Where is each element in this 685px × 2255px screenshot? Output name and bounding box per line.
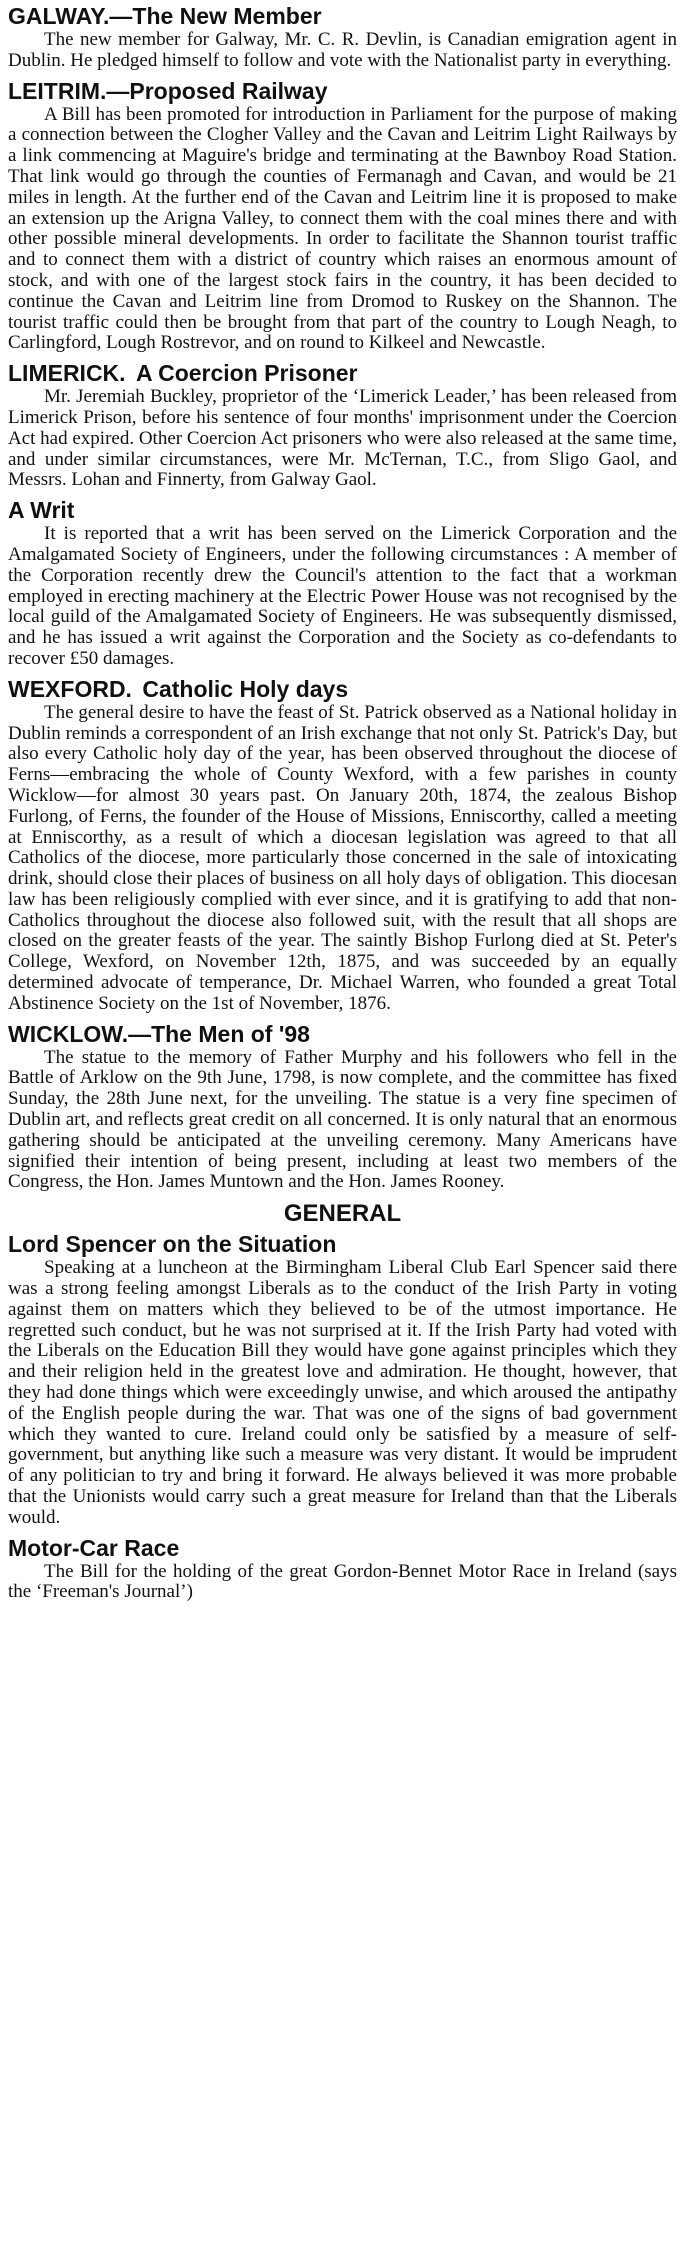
article-galway [8, 3, 677, 72]
article-wexford [8, 676, 677, 1015]
article-body: A Bill has been promoted for introduction in Parliament for the purpose of making a connection between the Clogher Valley and the Cavan and Leitrim Light Railways by a link commencing at Maguire's bridge and terminating at the Bawnboy Road Station. That link would go through the counties of Fermanagh and Cavan, and would be 21 miles in length. At the further end of the Cavan and Leitrim line it is proposed to make an extension up the Arigna Valley, to connect them with the coal mines there and with other possible mineral developments. In order to facilitate the Shannon tourist traffic and to connect them with a district of country which raises an enormous amount of stock, and with one of the largest stock fairs in the country, it has been decided to continue the Cavan and Leitrim line from Dromod to Ruskey on the Shannon. The tourist traffic could then be brought from that part of the country to Lough Neagh, to Carlingford, Lough Rostrevor, and on round to Kilkeel and Newcastle. [8, 103, 677, 354]
article-lord-spencer [8, 1231, 677, 1528]
article-body: The statue to the memory of Father Murphy and his followers who fell in the Battle of Arklow on the 9th June, 1798, is now complete, and the committee has fixed Sunday, the 28th June next, for the unveiling. The statue is a very fine specimen of Dublin art, and reflects great credit on all concerned. It is only natural that an enormous gathering should be anticipated at the unveiling ceremony. Many Americans have signified their intention of being present, including at least two members of the Congress, the Hon. James Muntown and the Hon. James Rooney. [8, 1046, 677, 1193]
article-leitrim [8, 78, 677, 355]
article-body: The new member for Galway, Mr. C. R. Devlin, is Canadian emigration agent in Dublin. He pledged himself to follow and vote with the Nationalist party in everything. [8, 29, 677, 71]
article-body: The Bill for the holding of the great Gordon-Bennet Motor Race in Ireland (says the ‘Freeman's Journal’) [8, 1560, 677, 1603]
article-heading-place: WEXFORD. [8, 675, 132, 702]
article-body: The general desire to have the feast of St. Patrick observed as a National holiday in Dublin reminds a correspondent of an Irish exchange that not only St. Patrick's Day, but also every Catholic holy day of the year, has been observed throughout the diocese of Ferns—embracing the whole of County Wexford, with a few parishes in county Wicklow—for almost 30 years past. On January 20th, 1874, the zealous Bishop Furlong, of Ferns, the founder of the House of Missions, Enniscorthy, called a meeting at Enniscorthy, as a result of which a diocesan legislation was agreed to that all Catholics of the diocese, more particularly those concerned in the sale of intoxicating drink, should close their places of business on all holy days of obligation. This diocesan law has been religiously complied with ever since, and it is gratifying to add that non-Catholics throughout the diocese also followed suit, with the result that all shops are closed on the greater feasts of the year. The saintly Bishop Furlong died at St. Peter's College, Wexford, on November 12th, 1875, and was succeeded by an equally determined advocate of temperance, Dr. Michael Warren, who founded a great Total Abstinence Society on the 1st of November, 1876. [8, 701, 677, 1014]
article-subheading: A Coercion Prisoner [135, 360, 358, 387]
article-heading [8, 360, 677, 387]
section-heading-general: GENERAL [283, 1200, 402, 1228]
article-heading-place: LIMERICK. [8, 360, 126, 387]
article-writ [8, 497, 677, 670]
article-heading: A Writ [8, 497, 75, 524]
article-heading: Motor-Car Race [8, 1534, 180, 1561]
article-body: Speaking at a luncheon at the Birmingham Liberal Club Earl Spencer said there was a strong feeling amongst Liberals as to the conduct of the Irish Party in voting against them on matters which they believed to be of the utmost importance. He regretted such conduct, but he was not surprised at it. If the Irish Party had voted with the Liberals on the Education Bill they would have gone against principles which they and their religion held in the greatest love and admiration. He thought, however, that they had done things which were exceedingly unwise, and which aroused the antipathy of the English people during the war. That was one of the signs of bad government which they wanted to cure. Ireland could only be satisfied by a measure of self-government, but anything like such a measure was very distant. It would be imprudent of any politician to try and bring it forward. He always believed it was more probable that the Unionists would carry such a great measure for Ireland than that the Liberals would. [8, 1257, 677, 1528]
article-limerick [8, 360, 677, 491]
article-subheading: Catholic Holy days [142, 675, 349, 702]
article-heading: Lord Spencer on the Situation [8, 1231, 337, 1258]
article-wicklow [8, 1021, 677, 1194]
article-heading: GALWAY.—The New Member [8, 3, 322, 29]
article-body: Mr. Jeremiah Buckley, proprietor of the ‘Limerick Leader,’ has been released from Limerick Prison, before his sentence of four months' imprisonment under the Coercion Act had expired. Other Coercion Act prisoners who were also released at the same time, and under similar circumstances, were Mr. McTernan, T.C., from Sligo Gaol, and Messrs. Lohan and Finnerty, from Galway Gaol. [8, 386, 677, 491]
article-motor-car-race [8, 1535, 677, 1604]
article-heading: WICKLOW.—The Men of '98 [8, 1020, 310, 1047]
article-body: It is reported that a writ has been served on the Limerick Corporation and the Amalgamated Society of Engineers, under the following circumstances : A member of the Corporation recently drew the Council's attention to the fact that a workman employed in erecting machinery at the Electric Power House was not recognised by the local guild of the Amalgamated Society of Engineers. He was subsequently dismissed, and he has issued a writ against the Corporation and the Society as co-defendants to recover £50 damages. [8, 523, 677, 669]
article-heading: LEITRIM.—Proposed Railway [8, 77, 328, 104]
article-heading [8, 676, 677, 703]
